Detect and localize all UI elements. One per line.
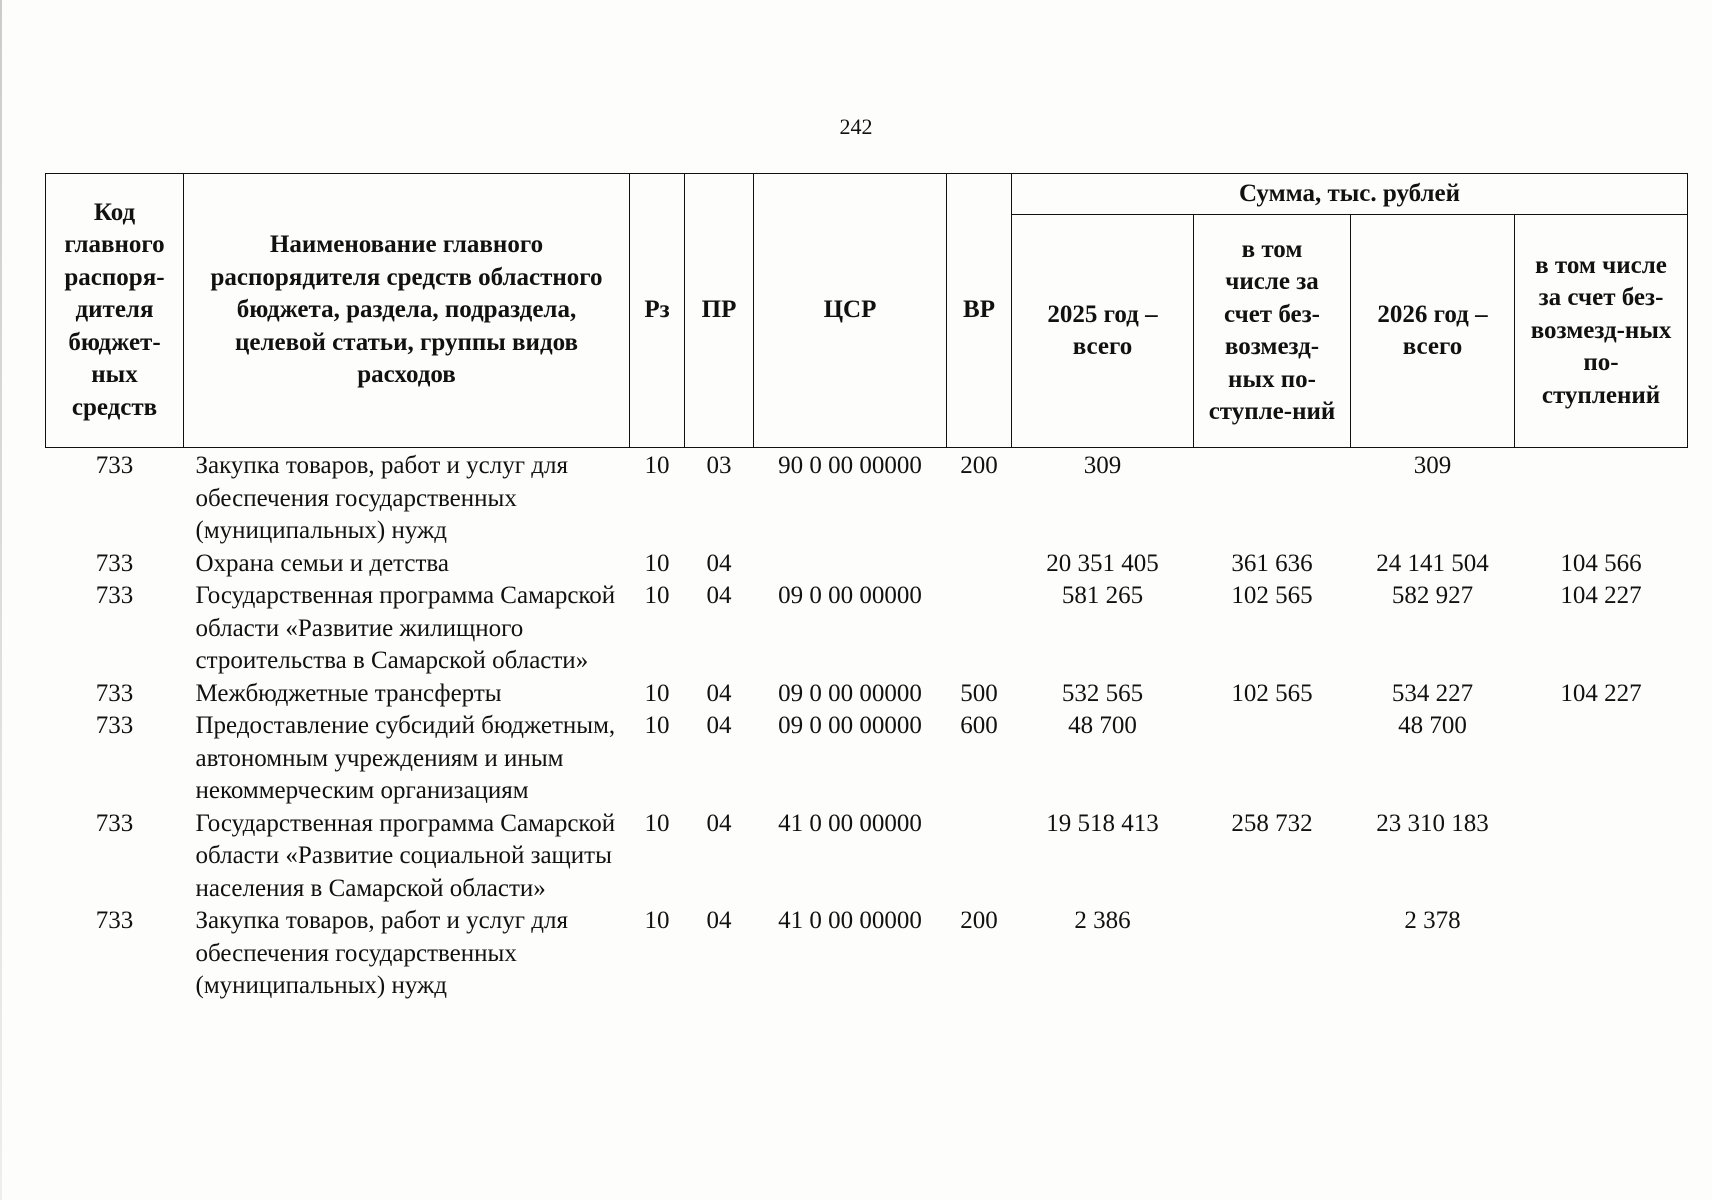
cell-2026-free: 104 227 xyxy=(1560,679,1642,707)
cell-csr: 90 0 00 00000 xyxy=(778,452,922,479)
cell-csr: 09 0 00 00000 xyxy=(778,582,922,609)
cell-code: 733 xyxy=(95,679,134,707)
cell-2025-total: 532 565 xyxy=(1061,679,1144,707)
cell-2025-free: 102 565 xyxy=(1231,582,1313,609)
cell-2026-free xyxy=(1515,905,1688,1003)
header-code: Код главного распоря-дителя бюджет-ных средств xyxy=(46,174,184,448)
cell-2026-total: 24 141 504 xyxy=(1376,549,1489,577)
cell-2026-free xyxy=(1515,710,1688,808)
cell-2026-total: 309 xyxy=(1413,452,1452,479)
cell-code: 733 xyxy=(95,549,134,577)
cell-pr: 04 xyxy=(706,582,732,609)
page-number: 242 xyxy=(839,114,873,139)
cell-2026-free: 104 227 xyxy=(1560,582,1642,609)
cell-vr: 600 xyxy=(960,712,998,739)
header-csr: ЦСР xyxy=(754,174,947,448)
header-name: Наименование главного распорядителя средств областного бюджета, раздела, подраздела, целевой статьи, группы видов расходов xyxy=(184,174,630,448)
cell-name: Государственная программа Самарской области «Развитие социальной защиты населения в Самарской области» xyxy=(195,809,616,902)
cell-name: Закупка товаров, работ и услуг для обеспечения государственных (муниципальных) нужд xyxy=(195,907,568,999)
cell-2025-total: 20 351 405 xyxy=(1046,549,1159,577)
cell-csr: 09 0 00 00000 xyxy=(778,679,922,707)
cell-code: 733 xyxy=(95,712,134,739)
cell-2025-free xyxy=(1194,710,1351,808)
header-rz: Рз xyxy=(630,174,685,448)
cell-2025-free: 361 636 xyxy=(1231,549,1313,577)
cell-rz: 10 xyxy=(644,582,670,609)
cell-vr: 200 xyxy=(960,907,998,934)
cell-2025-total: 2 386 xyxy=(1074,907,1131,934)
cell-2025-free: 102 565 xyxy=(1231,679,1313,707)
cell-2025-total: 48 700 xyxy=(1068,712,1137,739)
cell-vr xyxy=(947,580,1012,678)
table-row xyxy=(46,905,1688,1003)
table-body xyxy=(46,448,1688,1003)
cell-rz: 10 xyxy=(644,452,670,479)
cell-vr: 200 xyxy=(960,452,998,479)
cell-2025-total: 19 518 413 xyxy=(1046,809,1159,837)
table-row xyxy=(46,580,1688,678)
cell-2025-total: 309 xyxy=(1083,452,1122,479)
cell-2025-free xyxy=(1194,448,1351,548)
cell-2025-free xyxy=(1194,905,1351,1003)
header-2025-total: 2025 год – всего xyxy=(1012,215,1194,448)
cell-2026-total: 582 927 xyxy=(1391,582,1474,609)
cell-2025-free: 258 732 xyxy=(1231,809,1313,837)
table-row xyxy=(46,678,1688,711)
budget-table xyxy=(45,173,1688,1003)
cell-name: Предоставление субсидий бюджетным, автономным учреждениям и иным некоммерческим организациям xyxy=(195,712,616,804)
cell-2026-free xyxy=(1515,448,1688,548)
cell-code: 733 xyxy=(95,452,134,479)
cell-pr: 04 xyxy=(706,809,732,837)
cell-2025-total: 581 265 xyxy=(1061,582,1144,609)
cell-code: 733 xyxy=(95,582,134,609)
cell-rz: 10 xyxy=(644,809,670,837)
cell-code: 733 xyxy=(95,907,134,934)
header-pr: ПР xyxy=(685,174,754,448)
cell-csr xyxy=(754,548,947,581)
table-row xyxy=(46,448,1688,548)
header-2025-free: в том числе за счет без-возмезд-ных по-ступле-ний xyxy=(1194,215,1351,448)
cell-name: Закупка товаров, работ и услуг для обеспечения государственных (муниципальных) нужд xyxy=(195,452,568,544)
cell-vr xyxy=(947,548,1012,581)
header-2026-free: в том числе за счет без-возмезд-ных по-ступлений xyxy=(1515,215,1688,448)
scan-edge xyxy=(0,0,2,1200)
table-row xyxy=(46,548,1688,581)
cell-vr: 500 xyxy=(960,679,998,707)
header-2026-total: 2026 год – всего xyxy=(1351,215,1515,448)
cell-2026-total: 2 378 xyxy=(1404,907,1461,934)
header-sum: Сумма, тыс. рублей xyxy=(1012,174,1688,215)
cell-2026-total: 48 700 xyxy=(1398,712,1467,739)
cell-pr: 04 xyxy=(706,679,732,707)
table-row xyxy=(46,808,1688,906)
cell-csr: 09 0 00 00000 xyxy=(778,712,922,739)
cell-rz: 10 xyxy=(644,679,670,707)
cell-2026-free: 104 566 xyxy=(1560,549,1642,577)
cell-pr: 04 xyxy=(706,712,732,739)
cell-name: Государственная программа Самарской области «Развитие жилищного строительства в Самарской области» xyxy=(195,582,616,674)
cell-rz: 10 xyxy=(644,712,670,739)
cell-pr: 03 xyxy=(706,452,732,479)
cell-pr: 04 xyxy=(706,907,732,934)
cell-csr: 41 0 00 00000 xyxy=(778,809,922,837)
cell-name: Межбюджетные трансферты xyxy=(195,679,502,707)
cell-pr: 04 xyxy=(706,549,732,577)
cell-2026-total: 534 227 xyxy=(1391,679,1474,707)
cell-2026-total: 23 310 183 xyxy=(1376,809,1489,837)
cell-csr: 41 0 00 00000 xyxy=(778,907,922,934)
table-header xyxy=(46,174,1688,448)
cell-code: 733 xyxy=(95,809,134,837)
cell-rz: 10 xyxy=(644,549,670,577)
header-vr: ВР xyxy=(947,174,1012,448)
cell-vr xyxy=(947,808,1012,906)
cell-rz: 10 xyxy=(644,907,670,934)
cell-2026-free xyxy=(1515,808,1688,906)
table-row xyxy=(46,710,1688,808)
cell-name: Охрана семьи и детства xyxy=(195,549,449,577)
